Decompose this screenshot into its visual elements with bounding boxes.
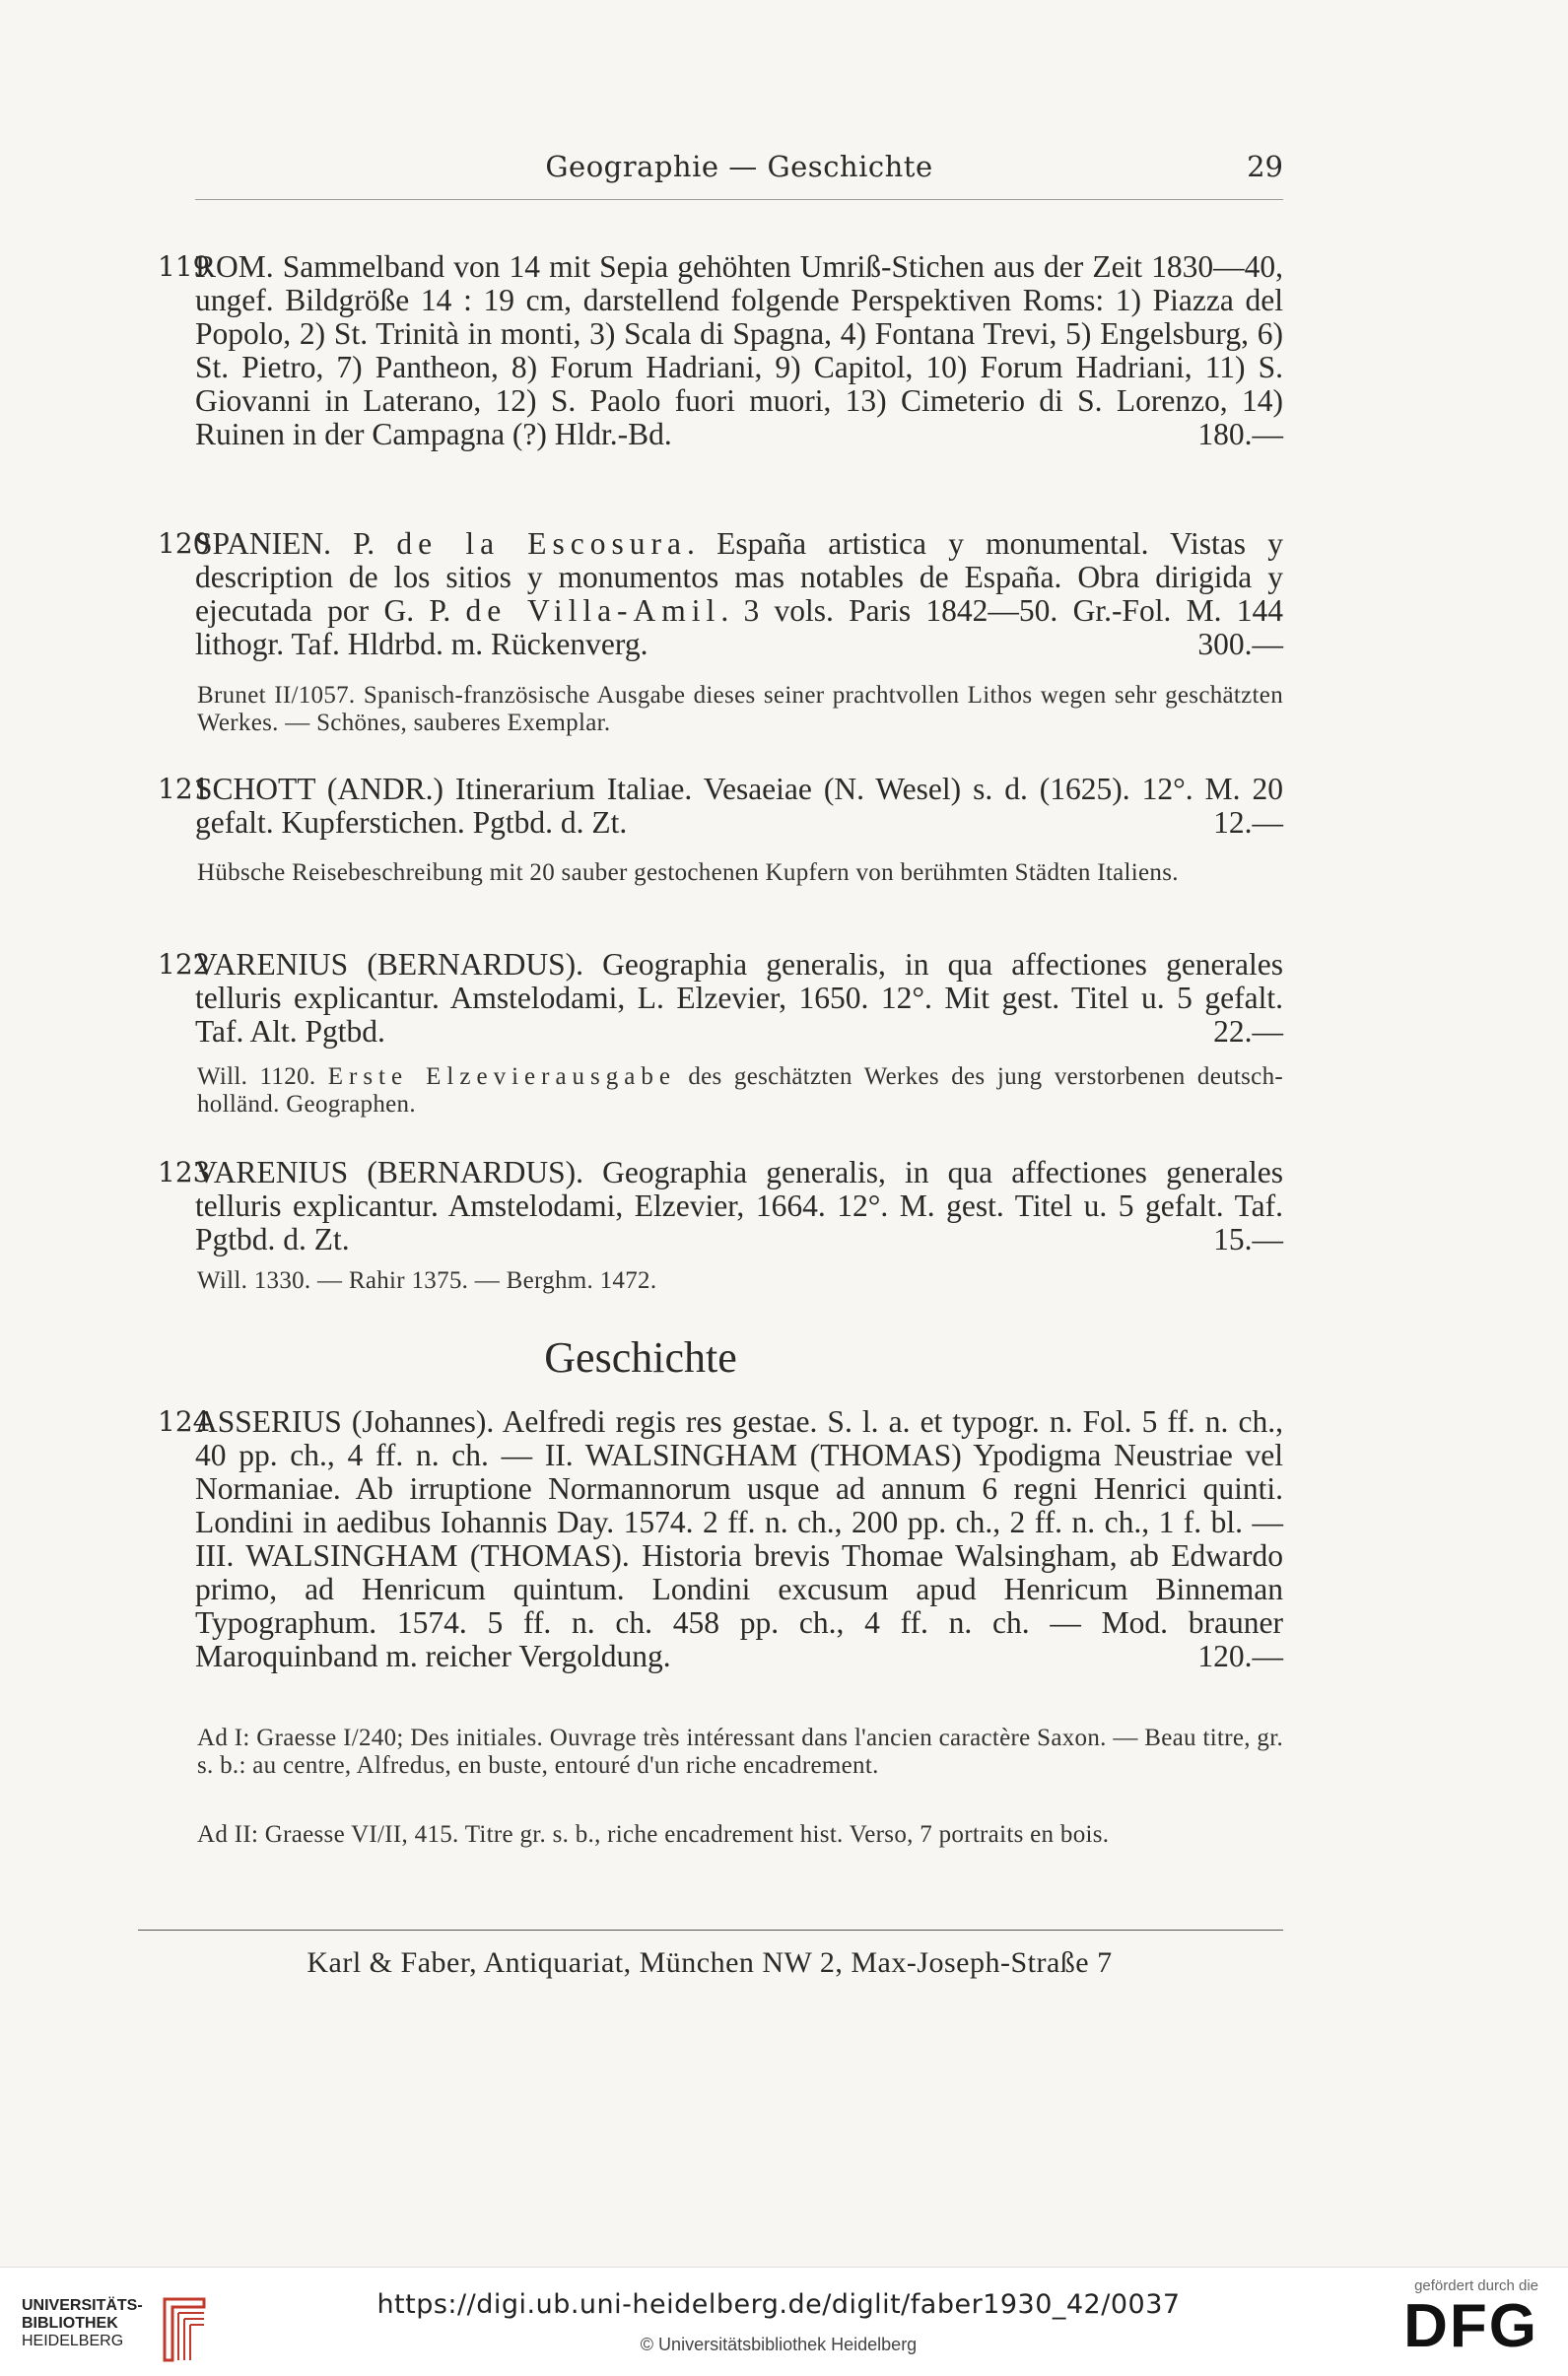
entry-number: 122 [158, 948, 211, 981]
entry-note: Will. 1120. Erste Elzevierausgabe des geschätzten Werkes des jung verstorbenen deutsch-holländ. Geographen. [197, 1063, 1283, 1118]
entry-price: 15.— [1213, 1222, 1283, 1256]
entry-number: 124 [158, 1405, 211, 1438]
entry-text: SPANIEN. P. de la Escosura. España artistica y monumental. Vistas y description de los sitios y monumentos mas notables de España. Obra dirigida y ejecutada por G. P. de Villa-Amil. 3 vols. Paris 1842—50. Gr.-Fol. M. 144 lithogr. Taf. Hldrbd. m. Rückenverg. 300.— [195, 526, 1284, 661]
entry-text: ROM. Sammelband von 14 mit Sepia gehöhten Umriß-Stichen aus der Zeit 1830—40, ungef. Bildgröße 14 : 19 cm, darstellend folgende Perspektiven Roms: 1) Piazza del Popolo, 2) St. Trinità in monti, 3) Scala di Spagna, 4) Fontana Trevi, 5) Engelsburg, 6) St. Pietro, 7) Pantheon, 8) Forum Hadriani, 9) Capitol, 10) Forum Hadriani, 11) S. Giovanni in Laterano, 12) S. Paolo fuori muori, 13) Cimeterio di S. Lorenzo, 14) Ruinen in der Campagna (?) Hldr.-Bd. 180.— [195, 249, 1283, 451]
entry-note: Will. 1330. — Rahir 1375. — Berghm. 1472. [197, 1267, 657, 1294]
entry-note: Hübsche Reisebeschreibung mit 20 sauber gestochenen Kupfern von berühmten Städten Italiens. [197, 859, 1179, 886]
entry-text: SCHOTT (ANDR.) Itinerarium Italiae. Vesaeiae (N. Wesel) s. d. (1625). 12°. M. 20 gefalt. Kupferstichen. Pgtbd. d. Zt. 12.— [195, 772, 1283, 840]
permalink-url[interactable]: https://digi.ub.uni-heidelberg.de/diglit/faber1930_42/0037 [376, 2289, 1181, 2320]
dfg-logo[interactable]: gefördert durch die DFG [1403, 2277, 1538, 2360]
library-logo[interactable]: UNIVERSITÄTS- BIBLIOTHEK HEIDELBERG [22, 2297, 219, 2366]
entry-note: Ad I: Graesse I/240; Des initiales. Ouvrage très intéressant dans l'ancien caractère Saxon. — Beau titre, gr. s. b.: au centre, Alfredus, en buste, entouré d'un riche encadrement. [197, 1725, 1283, 1779]
entry-price: 300.— [1197, 627, 1283, 661]
entry-text: VARENIUS (BERNARDUS). Geographia generalis, in qua affectiones generales telluris explicantur. Amstelodami, Elzevier, 1664. 12°. M. gest. Titel u. 5 gefalt. Taf. Pgtbd. d. Zt. 15.— [195, 1155, 1283, 1256]
entry-number: 120 [158, 527, 211, 560]
entry-text: ASSERIUS (Johannes). Aelfredi regis res gestae. S. l. a. et typogr. n. Fol. 5 ff. n. ch., 40 pp. ch., 4 ff. n. ch. — II. WALSINGHAM (THOMAS) Ypodigma Neustriae vel Normaniae. Ab irruptione Normannorum usque ad annum 6 regni Henrici quinti. Londini in aedibus Iohannis Day. 1574. 2 ff. n. ch., 200 pp. ch., 2 ff. n. ch., 1 f. bl. — III. WALSINGHAM (THOMAS). Historia brevis Thomae Walsingham, ab Edwardo primo, ad Henricum quintum. Londini excusum apud Henricum Binneman Typographum. 1574. 5 ff. n. ch. 458 pp. ch., 4 ff. n. ch. — Mod. brauner Maroquinband m. reicher Vergoldung. 120.— [195, 1404, 1283, 1673]
copyright-notice: © Universitätsbibliothek Heidelberg [640, 2335, 918, 2354]
entry-note: Ad II: Graesse VI/II, 415. Titre gr. s. b., riche encadrement hist. Verso, 7 portraits en bois. [197, 1821, 1110, 1848]
header-rule [195, 199, 1283, 200]
entry-number: 123 [158, 1156, 211, 1188]
entry-note: Brunet II/1057. Spanisch-französische Ausgabe dieses seiner prachtvollen Lithos wegen sehr geschätzten Werkes. — Schönes, sauberes Exemplar. [197, 682, 1283, 736]
library-emblem-icon [155, 2289, 214, 2368]
footer-rule [138, 1930, 1283, 1931]
entry-price: 12.— [1213, 805, 1283, 840]
entry-number: 119 [158, 250, 211, 283]
page-header [195, 150, 1283, 189]
entry-price: 120.— [1197, 1639, 1283, 1673]
entry-price: 22.— [1213, 1014, 1283, 1049]
publisher-footer: Karl & Faber, Antiquariat, München NW 2, Max-Joseph-Straße 7 [307, 1946, 1113, 1979]
section-heading: Geschichte [544, 1333, 737, 1382]
entry-text: VARENIUS (BERNARDUS). Geographia generalis, in qua affectiones generales telluris explicantur. Amstelodami, L. Elzevier, 1650. 12°. Mit gest. Titel u. 5 gefalt. Taf. Alt. Pgtbd. 22.— [195, 947, 1283, 1049]
viewer-footer-bar [0, 2267, 1568, 2376]
running-title: Geographie — Geschichte [545, 150, 933, 183]
entry-number: 121 [158, 773, 211, 805]
entry-price: 180.— [1197, 417, 1283, 451]
page-number: 29 [1247, 150, 1283, 183]
